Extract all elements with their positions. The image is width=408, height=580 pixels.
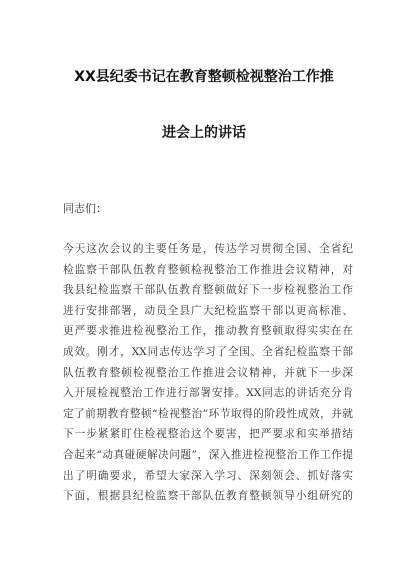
body-line-8: 入开展检视整治工作进行部署安排。XX同志的讲话充分肯	[63, 387, 353, 400]
document-title-line-1: XX县纪委书记在教育整顿检视整治工作推	[74, 69, 334, 85]
body-line-13: 下面，根据县纪检监察干部队伍教育整顿领导小组研究的	[63, 490, 353, 503]
speech-body	[63, 239, 353, 507]
document-title-line-2: 进会上的讲话	[162, 125, 246, 141]
salutation: 同志们：	[63, 202, 107, 215]
body-line-4: 进行安排部署，动员全县广大纪检监察干部以更高标准、	[63, 304, 353, 317]
body-line-10: 下一步紧紧盯住检视整治这个要害，把严要求和实举措结	[63, 428, 353, 441]
body-line-9: 定了前期教育整顿“检视整治”环节取得的阶段性成效，并就	[63, 407, 353, 420]
body-line-1: 今天这次会议的主要任务是，传达学习贯彻全国、全省纪	[63, 243, 353, 255]
body-line-11: 合起来“动真碰硬解决问题”，深入推进检视整治工作工作提	[63, 448, 353, 461]
body-line-12: 出了明确要求，希望大家深入学习、深刻领会、抓好落实	[63, 469, 353, 482]
body-line-2: 检监察干部队伍教育整顿检视整治工作推进会议精神，对	[63, 263, 353, 276]
body-line-5: 更严要求推进检视整治工作，推动教育整顿取得实实在在	[63, 325, 353, 338]
body-line-7: 队伍教育整顿检视整治工作推进会议精神，并就下一步深	[63, 366, 353, 379]
body-line-6: 成效。刚才，XX同志传达学习了全国、全省纪检监察干部	[63, 345, 353, 358]
body-line-3: 我县纪检监察干部队伍教育整顿做好下一步检视整治工作	[63, 284, 353, 297]
